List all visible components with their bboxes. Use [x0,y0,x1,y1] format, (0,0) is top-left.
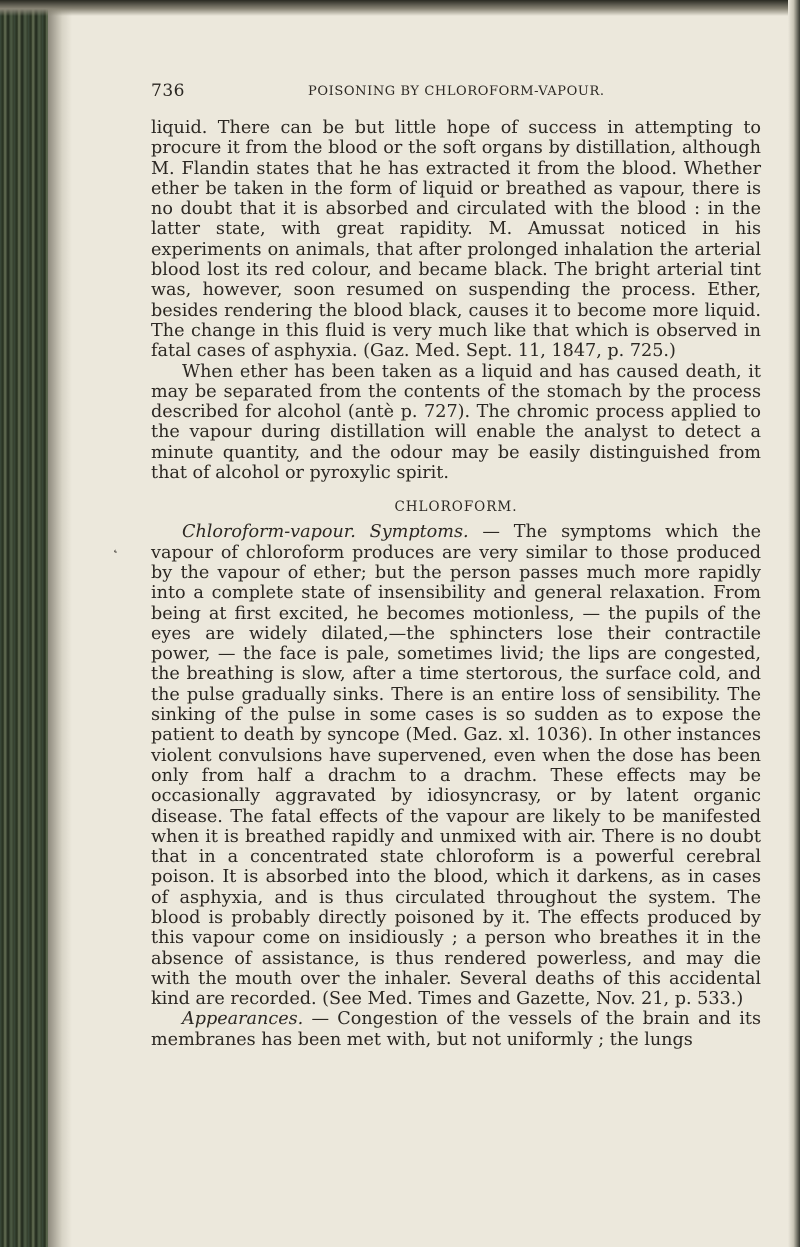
symptoms-text: — The symptoms which the vapour of chloroform produces are very similar to those produced by the vapour of ether; but the person passes much more rapidly into a complete state of insensibility and general relaxation. From being at first excited, he becomes motionless, — the pupils of the eyes are widely dilated,—the sphincters lose their contractile power, — the face is pale, sometimes livid; the lips are congested, the breathing is slow, after a time stertorous, the surface cold, and the pulse gradually sinks. There is an entire loss of sensibility. The sinking of the pulse in some cases is so sudden as to expose the patient to death by syncope (Med. Gaz. xl. 1036). In other instances violent convulsions have supervened, even when the dose has been only from half a drachm to a drachm. These effects may be occasionally aggravated by idiosyncrasy, or by latent organic disease. The fatal effects of the vapour are likely to be manifested when it is breathed rapidly and unmixed with air. There is no doubt that in a concentrated state chloroform is a powerful cerebral poison. It is absorbed into the blood, which it darkens, as in cases of asphyxia, and is thus circulated throughout the system. The blood is probably directly poisoned by it. The effects produced by this vapour come on insidiously ; a person who breathes it in the absence of assistance, is thus rendered powerless, and may die with the mouth over the inhaler. Several deaths of this accidental kind are recorded. (See Med. Times and Gazette, Nov. 21, p. 533.) [151,522,761,1010]
paragraph-ether-detection: When ether has been taken as a liquid and has caused death, it may be separated from the contents of the stomach by the process described for alcohol (antè p. 727). The chromic process applied to the vapour during distillation will enable the analyst to detect a minute quantity, and the odour may be easily distinguished from that of alcohol or pyroxylic spirit. [151,361,761,484]
running-head: POISONING BY CHLOROFORM-VAPOUR. [308,84,605,99]
page-number: 736 [151,81,185,101]
paragraph-appearances [151,1009,761,1050]
chloroform-vapour-heading: Chloroform-vapour. [182,522,356,543]
appearances-text: — Congestion of the vessels of the brain and its membranes has been met with, but not uniformly ; the lungs [151,1009,761,1050]
appearances-heading: Appearances. [182,1009,304,1030]
paragraph-chloroform-symptoms [151,522,761,1009]
top-page-shadow [0,0,800,16]
body-text [151,118,761,1050]
symptoms-heading: Symptoms. [369,522,469,543]
gutter-shadow [48,0,72,1247]
right-page-edge [788,0,800,1247]
book-binding-edge [0,0,48,1247]
paragraph-ether-blood: liquid. There can be but little hope of success in attempting to procure it from the blood or the soft organs by distillation, although M. Flandin states that he has extracted it from the blood. Whether ether be taken in the form of liquid or breathed as vapour, there is no doubt that it is absorbed and circulated with the blood : in the latter state, with great rapidity. M. Amussat noticed in his experiments on animals, that after prolonged inhalation the arterial blood lost its red colour, and became black. The bright arterial tint was, however, soon resumed on suspending the process. Ether, besides rendering the blood black, causes it to become more liquid. The change in this fluid is very much like that which is observed in fatal cases of asphyxia. (Gaz. Med. Sept. 11, 1847, p. 725.) [151,118,761,362]
section-heading-chloroform: CHLOROFORM. [394,499,518,516]
page-header [151,81,721,105]
margin-mark: ˛ [112,538,119,554]
